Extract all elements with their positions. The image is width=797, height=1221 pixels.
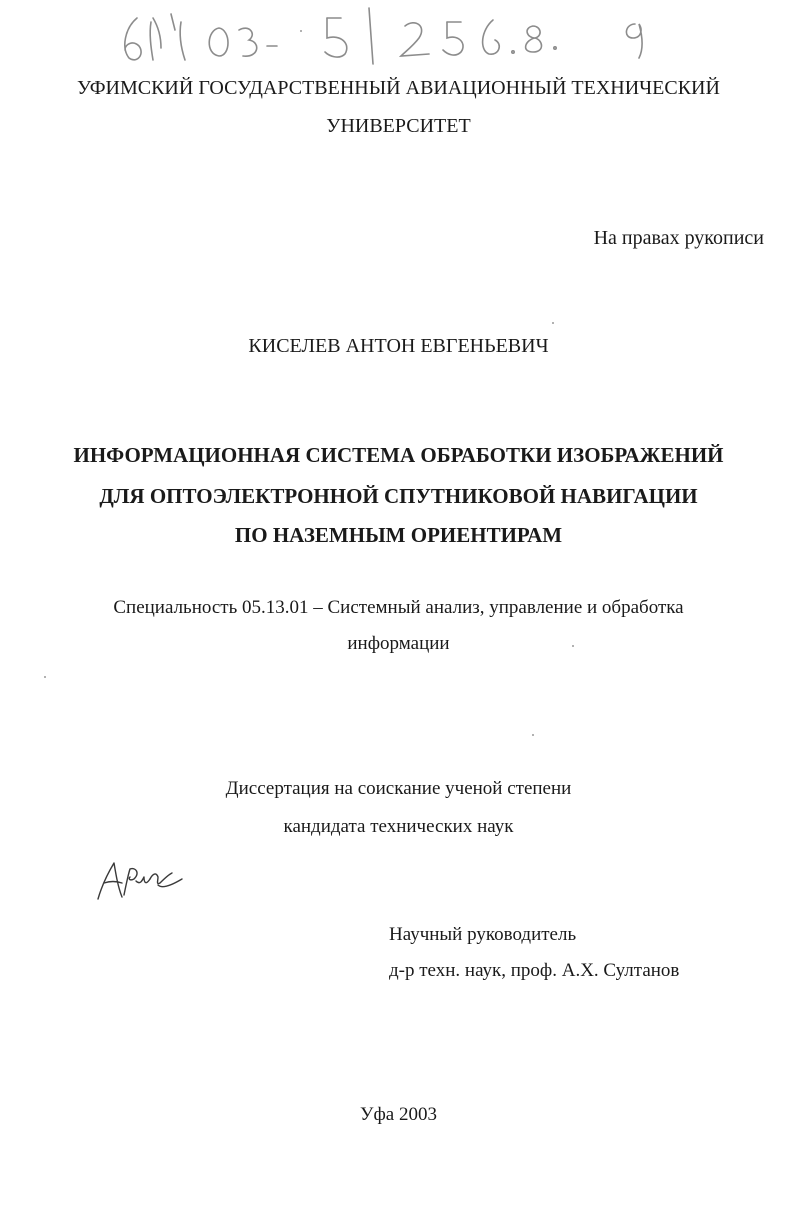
dissertation-title-line1: ИНФОРМАЦИОННАЯ СИСТЕМА ОБРАБОТКИ ИЗОБРАЖЕНИЙ <box>73 443 724 467</box>
dissertation-title-line2: ДЛЯ ОПТОЭЛЕКТРОННОЙ СПУТНИКОВОЙ НАВИГАЦИИ <box>99 484 698 508</box>
supervisor-label: Научный руководитель <box>389 924 577 945</box>
dissertation-degree-line1: Диссертация на соискание ученой степени <box>225 778 572 799</box>
supervisor-name: д-р техн. наук, проф. А.Х. Султанов <box>389 960 680 981</box>
author-name: КИСЕЛЕВ АНТОН ЕВГЕНЬЕВИЧ <box>248 335 549 357</box>
archive-stamp <box>115 4 675 68</box>
handwritten-signature <box>92 855 187 905</box>
specialty-line1: Специальность 05.13.01 – Системный анализ, управление и обработка <box>113 597 684 618</box>
dissertation-degree-line2: кандидата технических наук <box>283 816 514 837</box>
specialty-line2: информации <box>347 633 450 654</box>
institution-name-line2: УНИВЕРСИТЕТ <box>326 115 471 137</box>
manuscript-note: На правах рукописи <box>593 227 764 249</box>
dissertation-title-line3: ПО НАЗЕМНЫМ ОРИЕНТИРАМ <box>234 523 563 547</box>
city-year: Уфа 2003 <box>360 1104 437 1125</box>
institution-name-line1: УФИМСКИЙ ГОСУДАРСТВЕННЫЙ АВИАЦИОННЫЙ ТЕХНИЧЕСКИЙ <box>77 77 720 99</box>
